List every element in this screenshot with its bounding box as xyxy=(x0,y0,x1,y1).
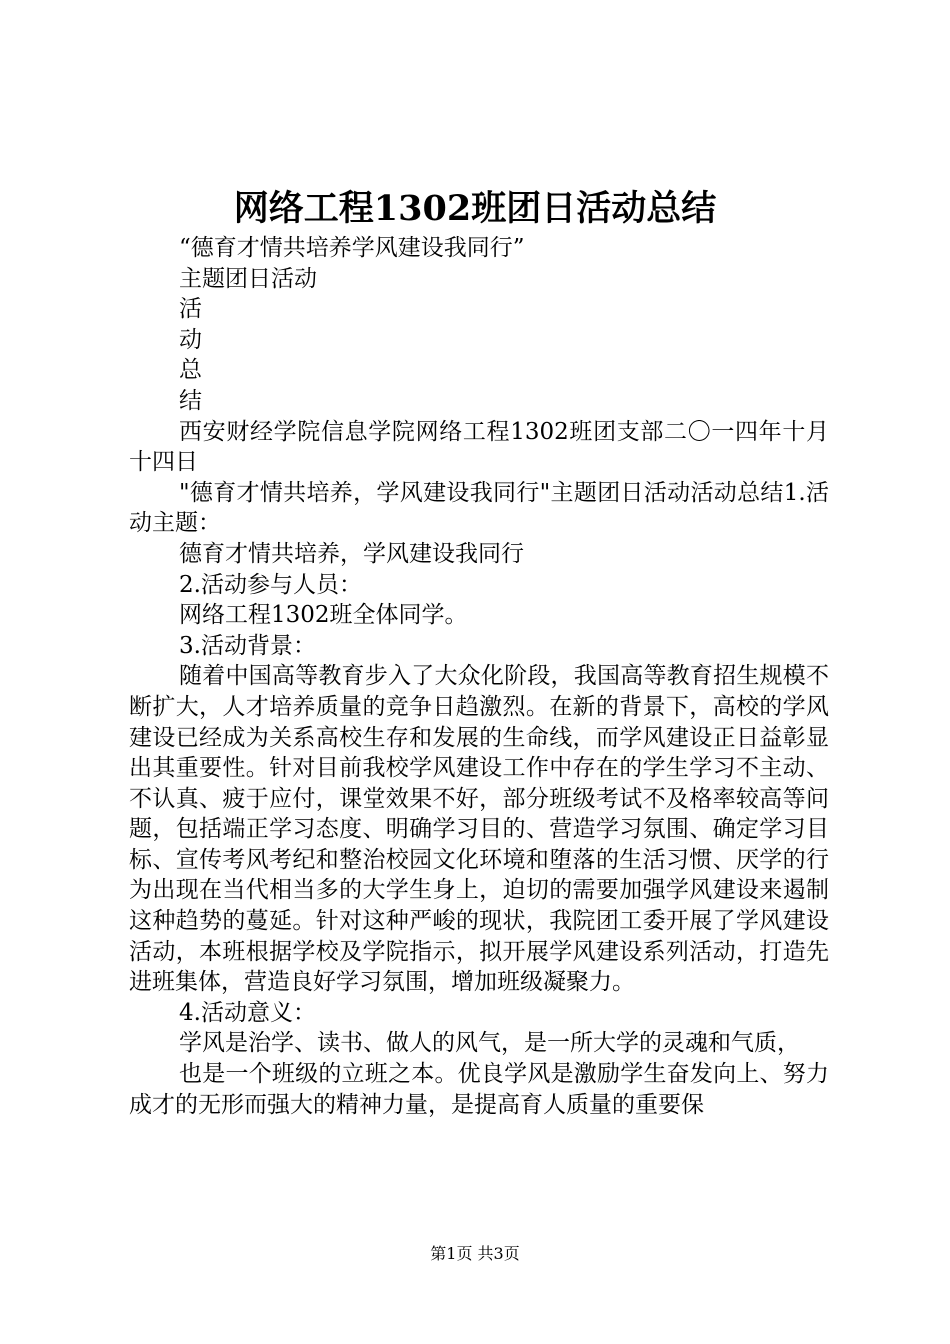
paragraph-participants-heading: 2.活动参与人员： xyxy=(179,571,362,598)
paragraph-background: 随着中国高等教育步入了大众化阶段，我国高等教育招生规模不断扩大，人才培养质量的竞争日趋激烈。在新的背景下，高校的学风建设已经成为关系高校生存和发展的生命线，而学风建设正日益彰显出其重要性。针对目前我校学风建设工作中存在的学生学习不主动、不认真、疲于应付，课堂效果不好，部分班级考试不及格率较高等问题，包括端正学习态度、明确学习目的、营造学习氛围、确定学习目标、宣传考风考纪和整治校园文化环境和堕落的生活习惯、厌学的行为出现在当代相当多的大学生身上，迫切的需要加强学风建设来遏制这种趋势的蔓延。针对这种严峻的现状，我院团工委开展了学风建设活动，本班根据学校及学院指示，拟开展学风建设系列活动，打造先进班集体，营造良好学习氛围，增加班级凝聚力。 xyxy=(129,663,829,996)
document-title: 网络工程1302班团日活动总结 xyxy=(233,188,717,229)
paragraph-char-1: 活 xyxy=(179,296,202,323)
page-number-footer: 第1页 共3页 xyxy=(430,1244,520,1263)
paragraph-significance-1: 学风是治学、读书、做人的风气，是一所大学的灵魂和气质， xyxy=(179,1030,800,1057)
paragraph-background-heading: 3.活动背景： xyxy=(179,632,316,659)
paragraph-char-4: 结 xyxy=(179,387,202,414)
paragraph-activity-theme: 德育才情共培养，学风建设我同行 xyxy=(179,540,524,567)
paragraph-summary-heading: "德育才情共培养，学风建设我同行"主题团日活动活动总结1.活动主题： xyxy=(129,479,829,537)
paragraph-organization-date: 西安财经学院信息学院网络工程1302班团支部二〇一四年十月十四日 xyxy=(129,418,829,476)
paragraph-significance-heading: 4.活动意义： xyxy=(179,999,316,1026)
paragraph-slogan: “德育才情共培养学风建设我同行” xyxy=(179,235,525,261)
paragraph-theme: 主题团日活动 xyxy=(179,265,317,292)
paragraph-significance-2: 也是一个班级的立班之本。优良学风是激励学生奋发向上、努力成才的无形而强大的精神力量，是提高育人质量的重要保 xyxy=(129,1061,829,1118)
paragraph-char-3: 总 xyxy=(179,357,202,384)
paragraph-participants: 网络工程1302班全体同学。 xyxy=(179,602,468,629)
document-body xyxy=(129,233,829,1120)
paragraph-char-2: 动 xyxy=(179,326,202,353)
